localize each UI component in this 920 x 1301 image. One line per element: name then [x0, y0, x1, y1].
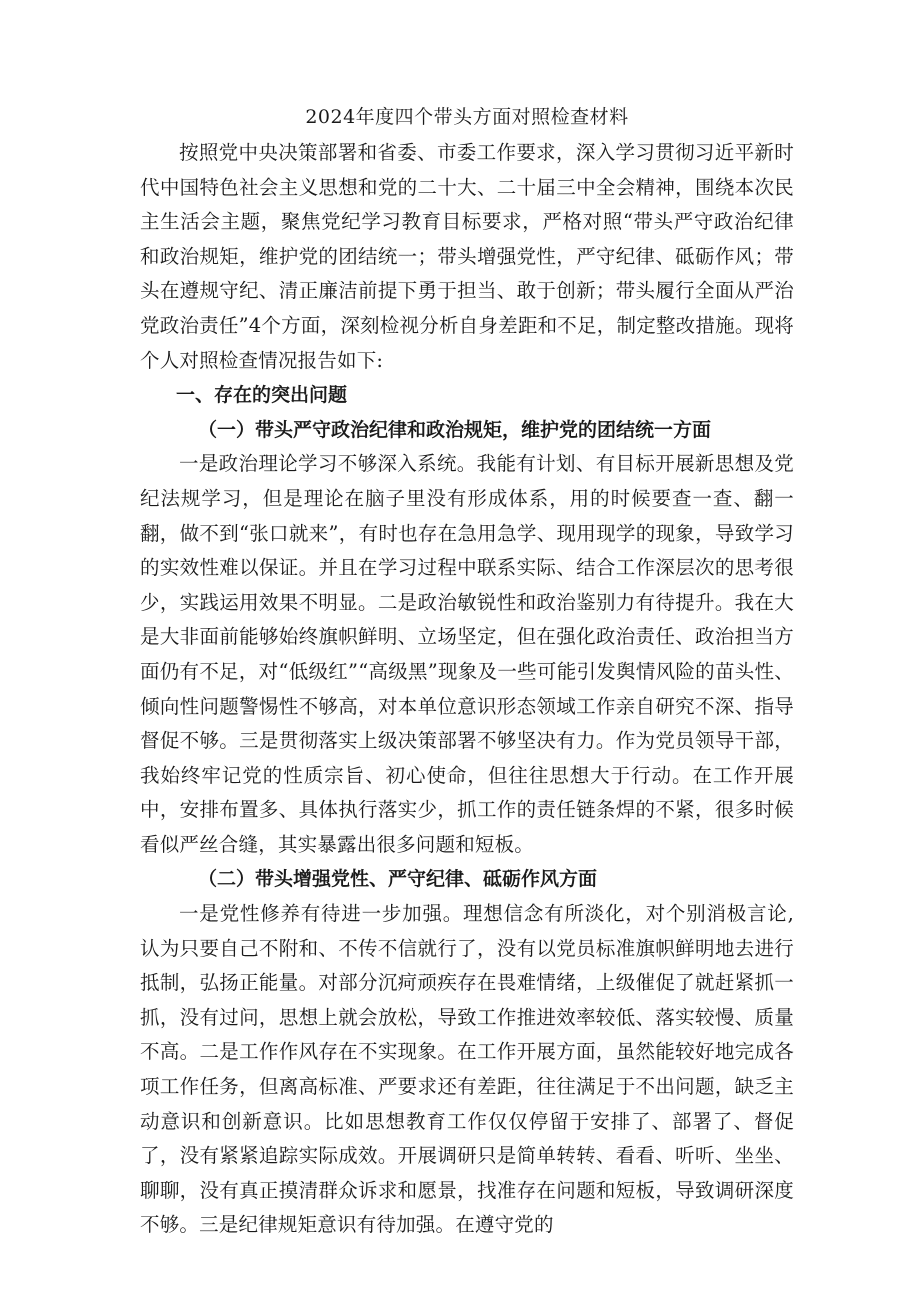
subsection-body-political-discipline: 一是政治理论学习不够深入系统。我能有计划、有目标开展新思想及党纪法规学习，但是理论在脑子里没有形成体系，用的时候要查一查、翻一翻，做不到“张口就来”，有时也存在急用急学、现用现学的现象，导致学习的实效性难以保证。并且在学习过程中联系实际、结合工作深层次的思考很少，实践运用效果不明显。二是政治敏锐性和政治鉴别力有待提升。我在大是大非面前能够始终旗帜鲜明、立场坚定，但在强化政治责任、政治担当方面仍有不足，对“低级红”“高级黑”现象及一些可能引发舆情风险的苗头性、倾向性问题警惕性不够高，对本单位意识形态领域工作亲自研究不深、指导督促不够。三是贯彻落实上级决策部署不够坚决有力。作为党员领导干部，我始终牢记党的性质宗旨、初心使命，但往往思想大于行动。在工作开展中，安排布置多、具体执行落实少，抓工作的责任链条焊的不紧，很多时候看似严丝合缝，其实暴露出很多问题和短板。 [140, 452, 794, 856]
subsection-heading-party-spirit: （二）带头增强党性、严守纪律、砥砺作风方面 [198, 868, 598, 891]
section-heading-problems: 一、存在的突出问题 [176, 384, 348, 407]
intro-paragraph: 按照党中央决策部署和省委、市委工作要求，深入学习贯彻习近平新时代中国特色社会主义思想和党的二十大、二十届三中全会精神，围绕本次民主生活会主题，聚焦党纪学习教育目标要求，严格对照“带头严守政治纪律和政治规矩，维护党的团结统一；带头增强党性，严守纪律、砥砺作风；带头在遵规守纪、清正廉洁前提下勇于担当、敢于创新；带头履行全面从严治党政治责任”4个方面，深刻检视分析自身差距和不足，制定整改措施。现将个人对照检查情况报告如下: [140, 141, 794, 372]
document-page [140, 102, 794, 1243]
document-title: 2024年度四个带头方面对照检查材料 [305, 106, 629, 128]
subsection-heading-political-discipline: （一）带头严守政治纪律和政治规矩，维护党的团结统一方面 [198, 418, 712, 441]
subsection-body-party-spirit: 一是党性修养有待进一步加强。理想信念有所淡化，对个别消极言论,认为只要自己不附和、不传不信就行了，没有以党员标准旗帜鲜明地去进行抵制，弘扬正能量。对部分沉疴顽疾存在畏难情绪，上级催促了就赶紧抓一抓，没有过问，思想上就会放松，导致工作推进效率较低、落实较慢、质量不高。二是工作作风存在不实现象。在工作开展方面，虽然能较好地完成各项工作任务，但离高标准、严要求还有差距，往往满足于不出问题，缺乏主动意识和创新意识。比如思想教育工作仅仅停留于安排了、部署了、督促了，没有紧紧追踪实际成效。开展调研只是简单转转、看看、听听、坐坐、聊聊，没有真正摸清群众诉求和愿景，找准存在问题和短板，导致调研深度不够。三是纪律规矩意识有待加强。在遵守党的 [140, 902, 794, 1237]
